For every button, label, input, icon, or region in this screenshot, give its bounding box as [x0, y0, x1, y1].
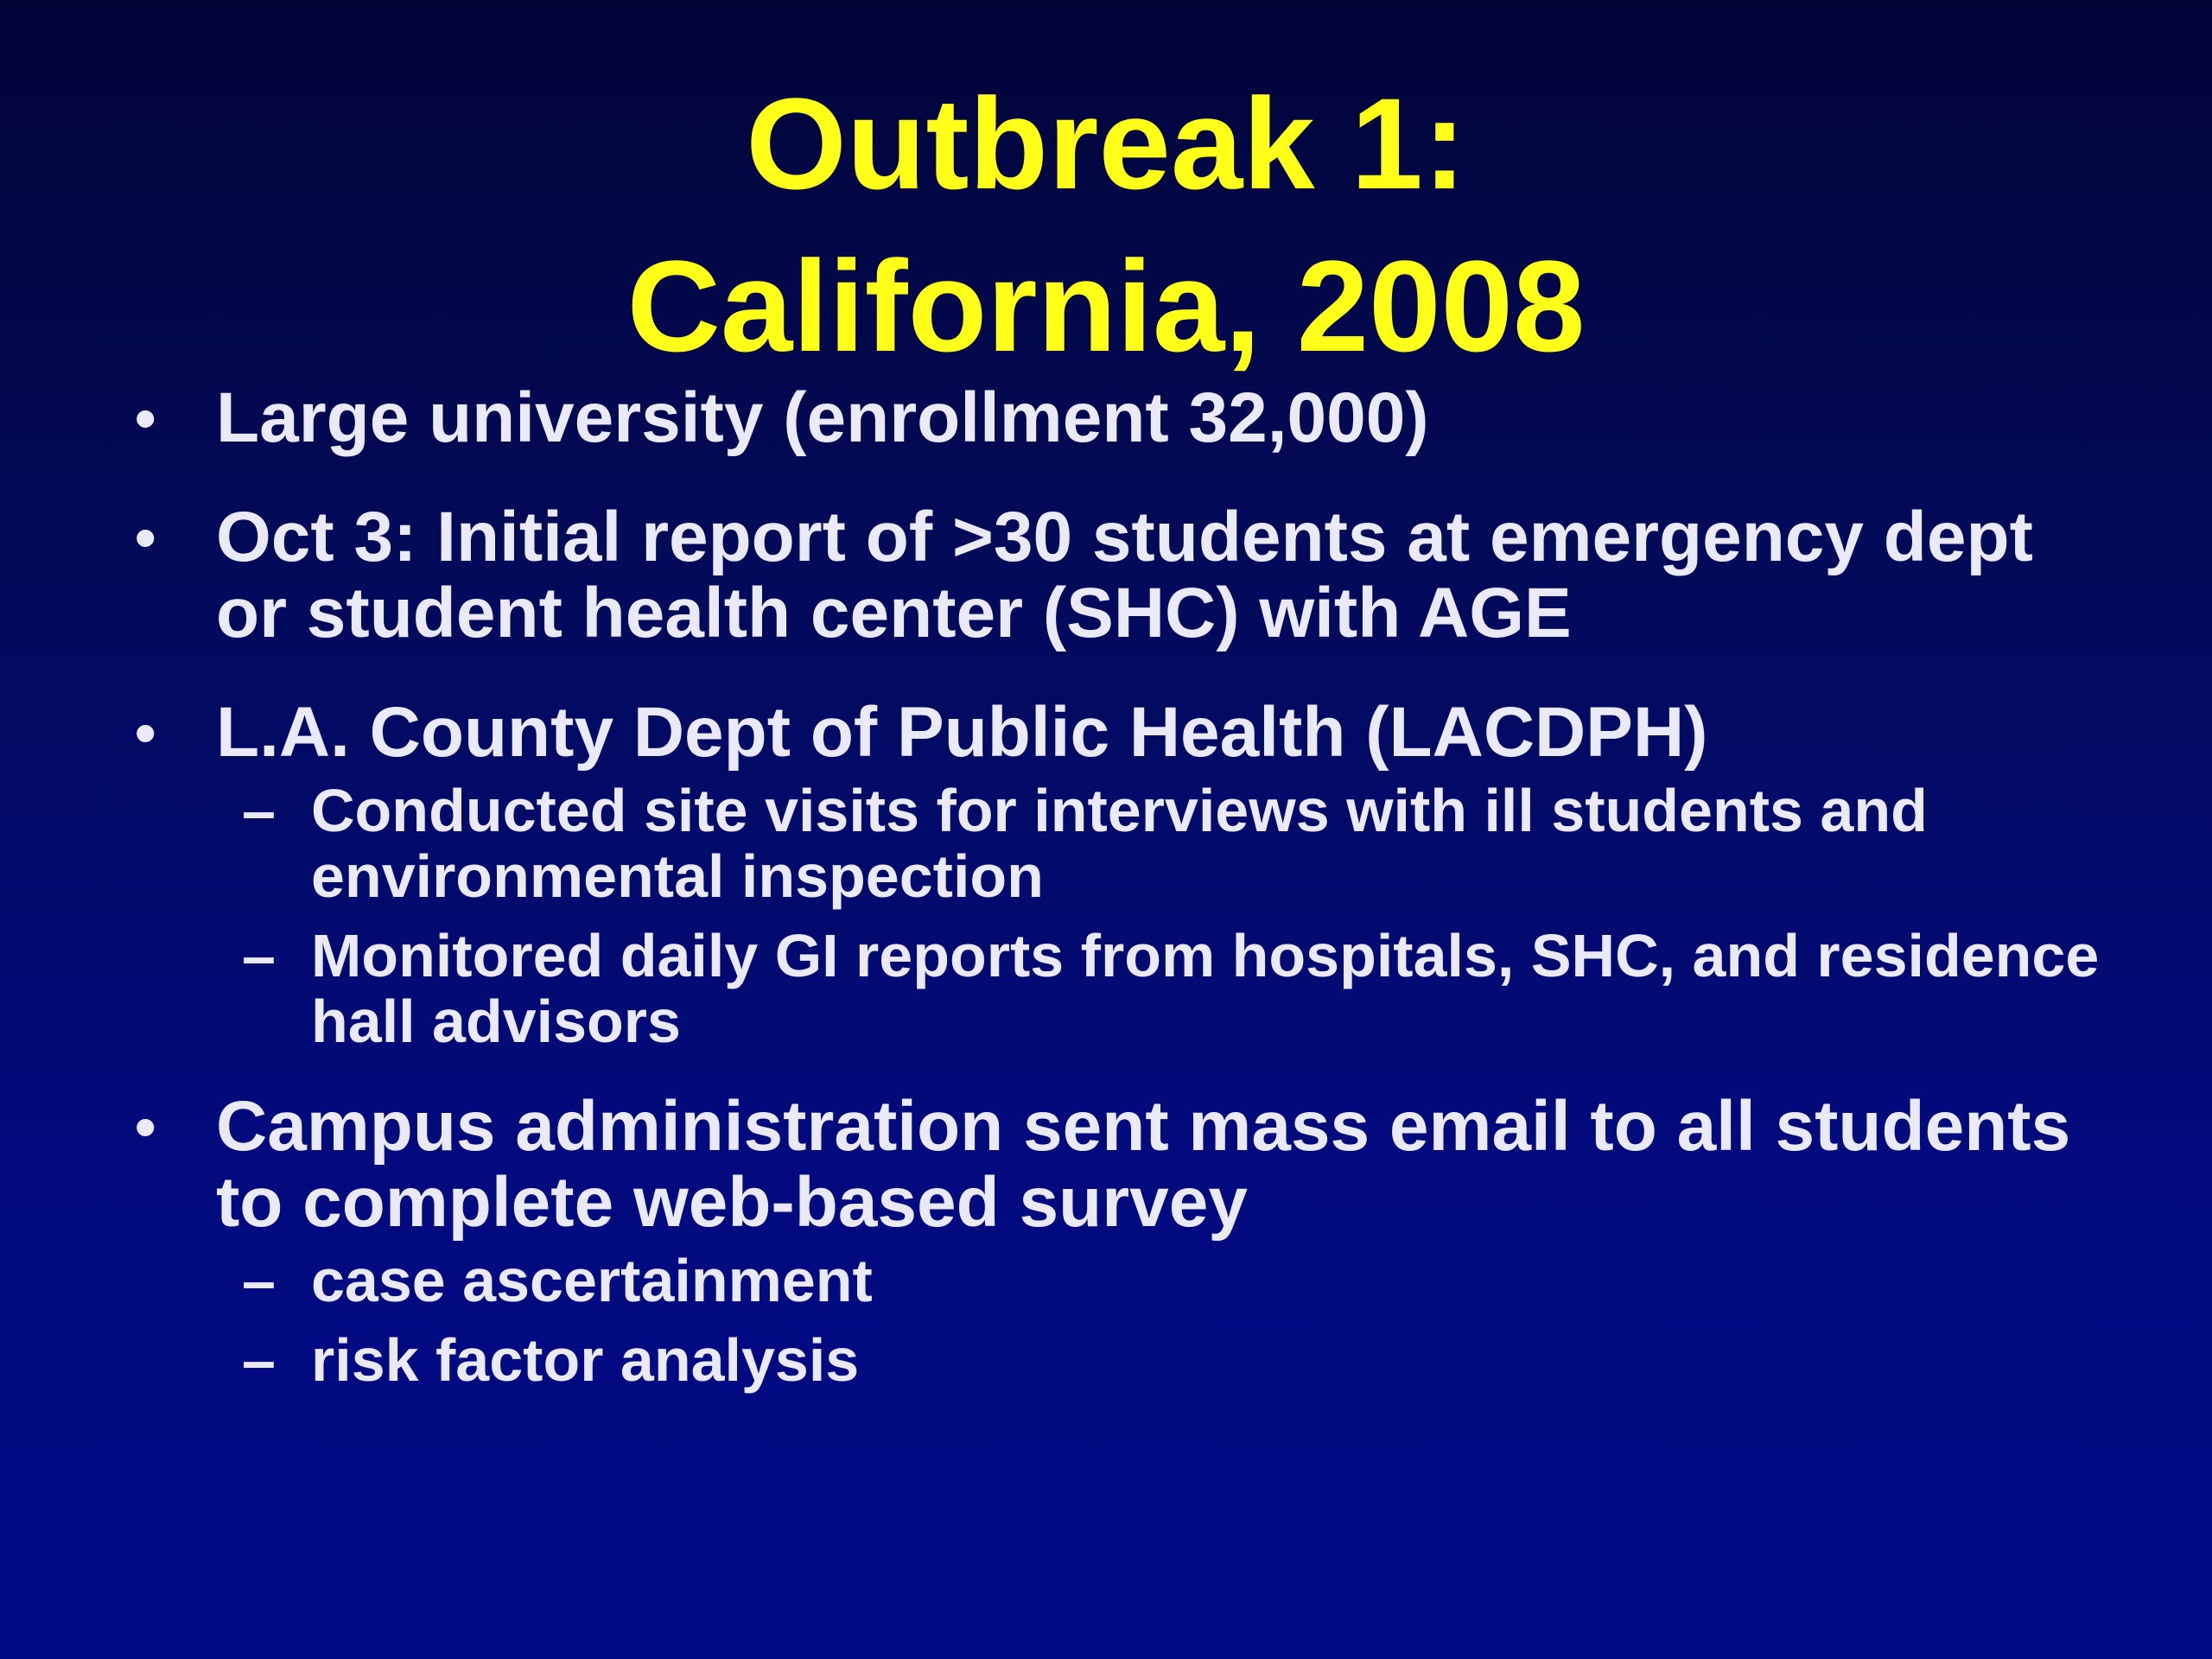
- bullet-item-mass-email: [130, 1089, 2117, 1393]
- sub-item-case-ascertainment: [216, 1248, 2117, 1313]
- bullet-text: L.A. County Dept of Public Health (LACDPH): [216, 693, 1708, 772]
- sub-item-text: risk factor analysis: [311, 1326, 860, 1394]
- sub-item-monitored-reports: [216, 923, 2117, 1054]
- dash-icon: –: [242, 922, 276, 989]
- bullet-item-lacdph: [130, 695, 2117, 1054]
- sub-item-site-visits: [216, 778, 2117, 909]
- bullet-list: [130, 380, 2117, 1427]
- title-line-2: California, 2008: [626, 233, 1586, 378]
- slide-title: [0, 62, 2212, 387]
- bullet-text: Large university (enrollment 32,000): [216, 378, 1429, 457]
- title-line-1: Outbreak 1:: [746, 71, 1466, 216]
- bullet-icon: •: [135, 699, 156, 766]
- bullet-icon: •: [135, 1093, 156, 1160]
- bullet-item-enrollment: [130, 380, 2117, 456]
- bullet-icon: •: [135, 385, 156, 452]
- dash-icon: –: [242, 1326, 276, 1394]
- bullet-item-initial-report: [130, 499, 2117, 652]
- sub-item-text: Conducted site visits for interviews with ill students and environmental inspection: [311, 777, 1928, 910]
- sub-list: [216, 1248, 2117, 1393]
- sub-item-text: case ascertainment: [311, 1247, 873, 1314]
- dash-icon: –: [242, 1247, 276, 1314]
- bullet-icon: •: [135, 504, 156, 571]
- sub-list: [216, 778, 2117, 1054]
- bullet-text: Campus administration sent mass email to all students to complete web-based survey: [216, 1087, 2071, 1242]
- sub-item-risk-factor: [216, 1327, 2117, 1393]
- bullet-text: Oct 3: Initial report of >30 students at emergency dept or student health center (SHC) with AGE: [216, 498, 2033, 652]
- sub-item-text: Monitored daily GI reports from hospitals, SHC, and residence hall advisors: [311, 922, 2100, 1055]
- dash-icon: –: [242, 777, 276, 844]
